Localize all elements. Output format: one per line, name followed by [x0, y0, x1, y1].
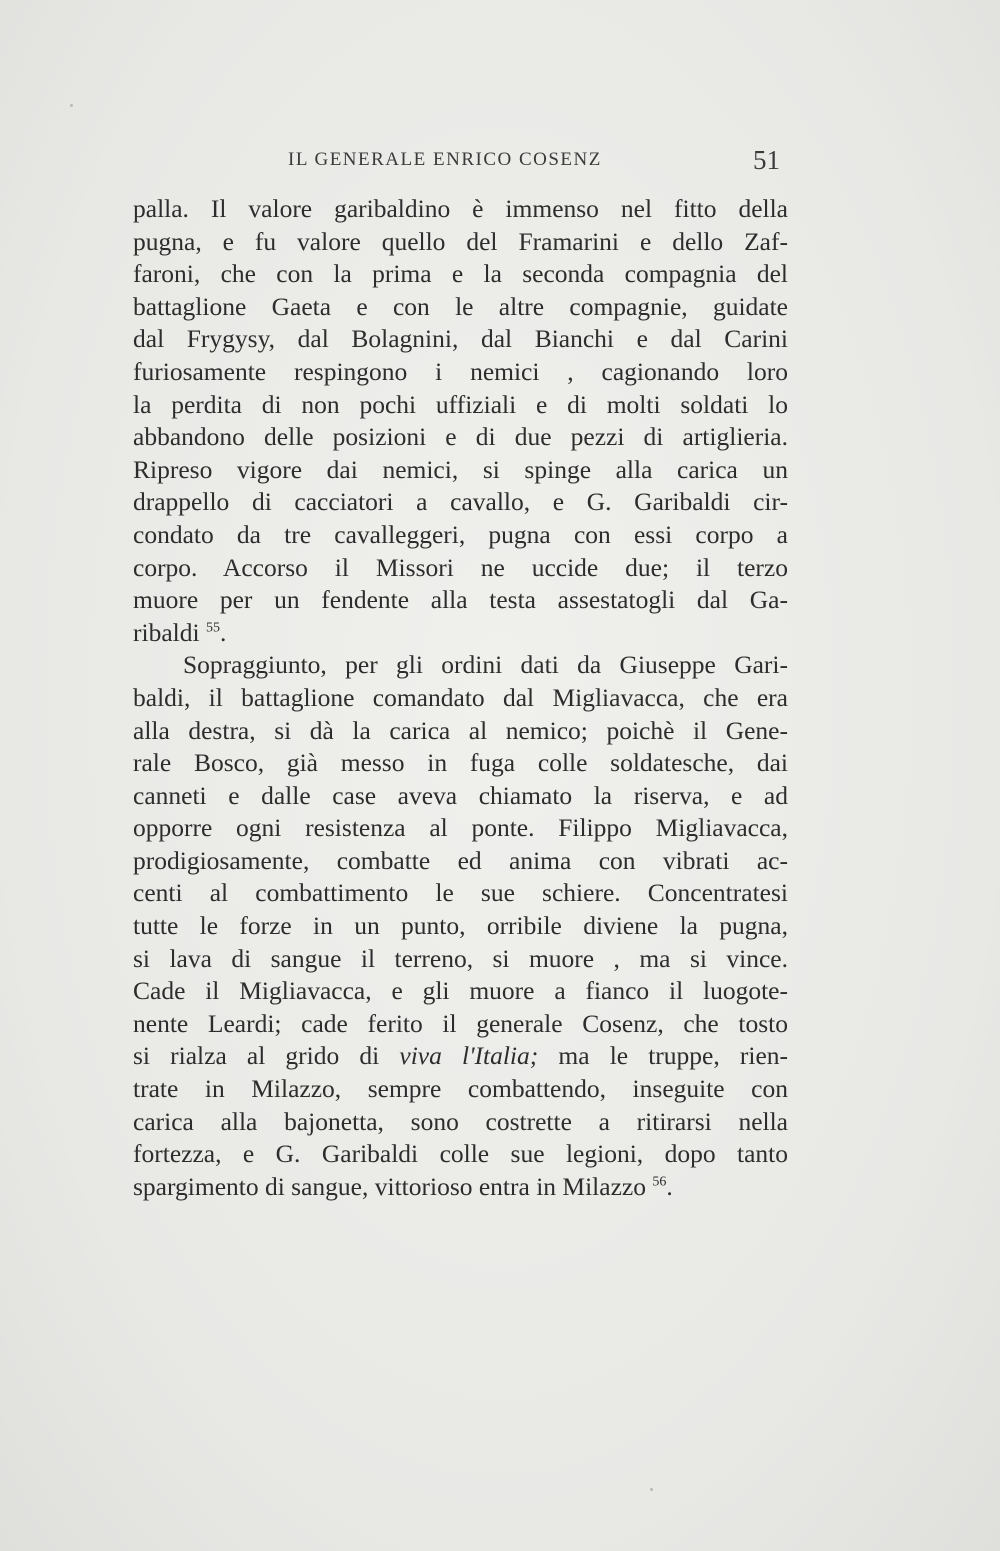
text-line: Ripreso vigore dai nemici, si spinge alla carica un [133, 454, 788, 484]
page-header [288, 145, 788, 181]
footnote-marker[interactable]: 56 [652, 1174, 667, 1190]
text-line: centi al combattimento le sue schiere. Concentratesi [133, 878, 788, 908]
text-line: alla destra, si dà la carica al nemico; poichè il Gene- [133, 715, 788, 745]
text-line: nente Leardi; cade ferito il generale Cosenz, che tosto [133, 1008, 788, 1038]
paper-speck [650, 1488, 653, 1491]
text-line: opporre ogni resistenza al ponte. Filippo Migliavacca, [133, 813, 788, 843]
text-line: carica alla bajonetta, sono costrette a ritirarsi nella [133, 1106, 788, 1136]
text-fragment: . [219, 617, 227, 647]
text-fragment: . [666, 1171, 673, 1201]
text-line: tutte le forze in un punto, orribile diviene la pugna, [133, 911, 788, 941]
text-line: fortezza, e G. Garibaldi colle sue legioni, dopo tanto [133, 1139, 788, 1169]
text-line: drappello di cacciatori a cavallo, e G. Garibaldi cir- [133, 487, 788, 517]
text-line: rale Bosco, già messo in fuga colle soldatesche, dai [133, 748, 788, 778]
text-line [133, 617, 788, 650]
text-line: Cade il Migliavacca, e gli muore a fianco il luogote- [133, 976, 788, 1006]
text-line: muore per un fendente alla testa assestatogli dal Ga- [133, 585, 788, 615]
text-line: prodigiosamente, combatte ed anima con vibrati ac- [133, 845, 788, 875]
text-fragment: si rialza al grido di [133, 1041, 380, 1071]
paper-speck [70, 104, 73, 107]
text-line: condato da tre cavalleggeri, pugna con essi corpo a [133, 519, 788, 549]
text-line: Sopraggiunto, per gli ordini dati da Giuseppe Gari- [183, 650, 788, 680]
text-line: canneti e dalle case aveva chiamato la riserva, e ad [133, 780, 788, 810]
text-fragment: ma le truppe, rien- [558, 1041, 789, 1071]
text-fragment: ribaldi [133, 617, 200, 647]
text-line: pugna, e fu valore quello del Framarini e dello Zaf- [133, 226, 788, 256]
text-line: palla. Il valore garibaldino è immenso nel fitto della [133, 194, 788, 223]
text-line: corpo. Accorso il Missori ne uccide due; il terzo [133, 552, 788, 582]
text-line: battaglione Gaeta e con le altre compagnie, guidate [133, 291, 788, 321]
text-line: abbandono delle posizioni e di due pezzi di artiglieria. [133, 422, 788, 452]
text-fragment: spargimento di sangue, vittorioso entra in Milazzo [133, 1171, 646, 1201]
text-line: faroni, che con la prima e la seconda compagnia del [133, 259, 788, 289]
footnote-marker[interactable]: 55 [205, 620, 220, 636]
running-title: IL GENERALE ENRICO COSENZ [288, 149, 602, 170]
page-number: 51 [753, 145, 780, 175]
italic-phrase: viva l'Italia; [399, 1041, 539, 1071]
text-line [133, 1040, 788, 1073]
body-text [133, 193, 788, 1203]
text-line: trate in Milazzo, sempre combattendo, inseguite con [133, 1074, 788, 1104]
text-line: dal Frygysy, dal Bolagnini, dal Bianchi e dal Carini [133, 324, 788, 354]
text-line [133, 1171, 788, 1204]
text-line: baldi, il battaglione comandato dal Migliavacca, che era [133, 682, 788, 712]
text-line: furiosamente respingono i nemici , cagionando loro [133, 356, 788, 386]
text-line: la perdita di non pochi uffiziali e di molti soldati lo [133, 389, 788, 419]
text-line: si lava di sangue il terreno, si muore , ma si vince. [133, 943, 788, 973]
